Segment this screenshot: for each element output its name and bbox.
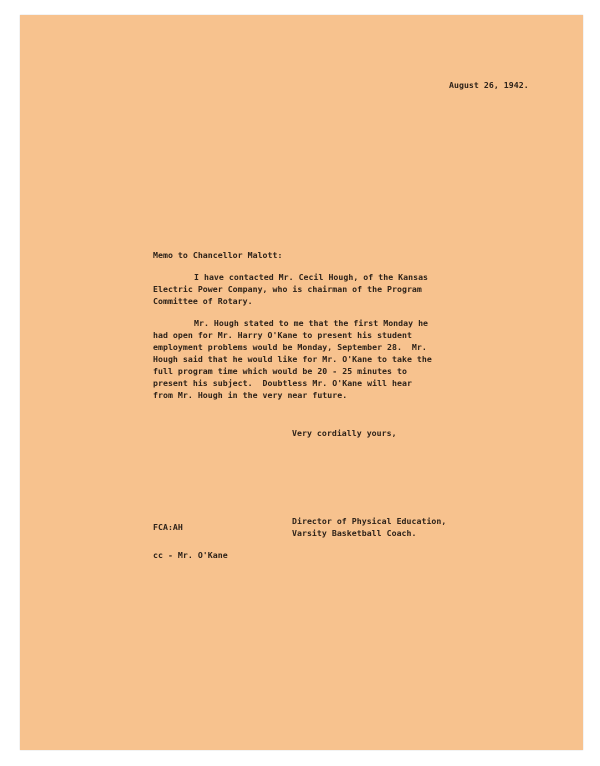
letter-date: August 26, 1942. xyxy=(449,80,529,90)
signature-title-1: Director of Physical Education, xyxy=(292,516,447,526)
typist-initials: FCA:AH xyxy=(153,522,183,532)
paragraph-2-line: Mr. Hough stated to me that the first Monday he xyxy=(194,318,429,328)
paragraph-2-line: present his subject. Doubtless Mr. O'Kane will hear xyxy=(153,378,412,388)
closing: Very cordially yours, xyxy=(292,428,397,438)
paragraph-1-line: Committee of Rotary. xyxy=(153,296,253,306)
signature-title-2: Varsity Basketball Coach. xyxy=(292,528,417,538)
paragraph-2-line: full program time which would be 20 - 25 minutes to xyxy=(153,366,407,376)
paragraph-2-line: from Mr. Hough in the very near future. xyxy=(153,390,348,400)
paragraph-2-line: Hough said that he would like for Mr. O'Kane to take the xyxy=(153,354,432,364)
salutation: Memo to Chancellor Malott: xyxy=(153,250,283,260)
letter-page xyxy=(20,15,583,750)
paragraph-1-line: I have contacted Mr. Cecil Hough, of the Kansas xyxy=(194,272,429,282)
cc-line: cc - Mr. O'Kane xyxy=(153,550,228,560)
paragraph-1-line: Electric Power Company, who is chairman of the Program xyxy=(153,284,422,294)
paragraph-2-line: had open for Mr. Harry O'Kane to present his student xyxy=(153,330,412,340)
paragraph-2-line: employment problems would be Monday, September 28. Mr. xyxy=(153,342,427,352)
